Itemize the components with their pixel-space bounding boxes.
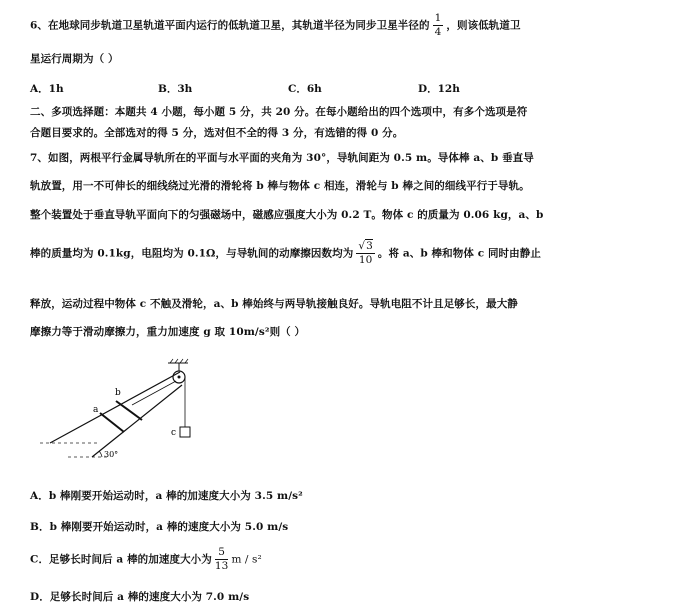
rod-a — [100, 413, 124, 432]
q7-line6: 摩擦力等于滑动摩擦力，重力加速度 g 取 10m/s²则（ ） — [30, 326, 306, 338]
block-c-label: c — [171, 428, 177, 438]
q6-option-d: D．12h — [418, 83, 460, 95]
block-c — [180, 427, 190, 437]
q6-text-post: ，则该低轨道卫 — [446, 19, 521, 32]
section2-line1: 二、多项选择题：本题共 4 小题，每小题 5 分，共 20 分。在每小题给出的四个选项中，有多个选项是符 — [30, 106, 528, 118]
angle-arc — [99, 451, 102, 457]
section2-line2: 合题目要求的。全部选对的得 5 分，选对但不全的得 3 分，有选错的得 0 分。 — [30, 127, 404, 139]
q7-option-a: A．b 棒刚要开始运动时，a 棒的加速度大小为 3.5 m/s² — [30, 490, 303, 502]
q7-option-c-num: 5 — [215, 546, 229, 560]
q6-frac-num: 1 — [434, 12, 442, 24]
q6-text-pre: 6、在地球同步轨道卫星轨道平面内运行的低轨道卫星，其轨道半径为同步卫星半径的 — [30, 19, 430, 32]
q6-option-c: C．6h — [288, 83, 322, 95]
q7-option-c — [30, 546, 262, 573]
q7-option-c-fraction — [215, 546, 229, 573]
rod-b — [116, 401, 142, 420]
q6-option-b: B．3h — [158, 83, 193, 95]
q7-option-b: B．b 棒刚要开始运动时，a 棒的速度大小为 5.0 m/s — [30, 521, 289, 533]
q6-option-a: A．1h — [30, 83, 64, 95]
angle-label: 30° — [104, 450, 119, 459]
q7-line4-pre: 棒的质量均为 0.1kg，电阻均为 0.1Ω，与导轨间的动摩擦因数均为 — [30, 247, 354, 260]
incline-rail-figure — [40, 357, 240, 467]
q6-line2: 星运行周期为（ ） — [30, 53, 119, 65]
q7-option-c-den: 13 — [214, 560, 229, 572]
q7-mu-den: 10 — [358, 254, 373, 266]
q7-sqrt-radicand: 3 — [366, 240, 373, 252]
string-b-pulley — [132, 381, 176, 405]
rod-b-label: b — [115, 388, 121, 398]
q7-line4 — [30, 240, 541, 267]
q7-line2: 轨放置，用一不可伸长的细线绕过光滑的滑轮将 b 棒与物体 c 相连，滑轮与 b 棒之间的细线平行于导轨。 — [30, 180, 530, 192]
rail-upper — [50, 372, 180, 443]
q7-option-c-text: C．足够长时间后 a 棒的加速度大小为 — [30, 553, 212, 566]
q7-option-c-unit: m / s² — [231, 553, 262, 566]
q7-option-d: D．足够长时间后 a 棒的速度大小为 7.0 m/s — [30, 591, 250, 603]
q6-fraction — [433, 12, 444, 39]
q7-mu-fraction — [356, 240, 375, 267]
q7-line3: 整个装置处于垂直导轨平面向下的匀强磁场中，磁感应强度大小为 0.2 T。物体 c 的质量为 0.06 kg，a、b — [30, 209, 544, 221]
rod-a-label: a — [93, 405, 99, 415]
q6-line1 — [30, 12, 521, 39]
q7-line4-post: 。将 a、b 棒和物体 c 同时由静止 — [377, 247, 541, 260]
q7-line1: 7、如图，两根平行金属导轨所在的平面与水平面的夹角为 30°，导轨间距为 0.5 m。导体棒 a、b 垂直导 — [30, 152, 534, 164]
q6-frac-den: 4 — [434, 26, 442, 38]
q7-line5: 释放，运动过程中物体 c 不触及滑轮，a、b 棒始终与两导轨接触良好。导轨电阻不计且足够长，最大静 — [30, 298, 518, 310]
q7-mu-numerator: √3 — [358, 240, 373, 252]
